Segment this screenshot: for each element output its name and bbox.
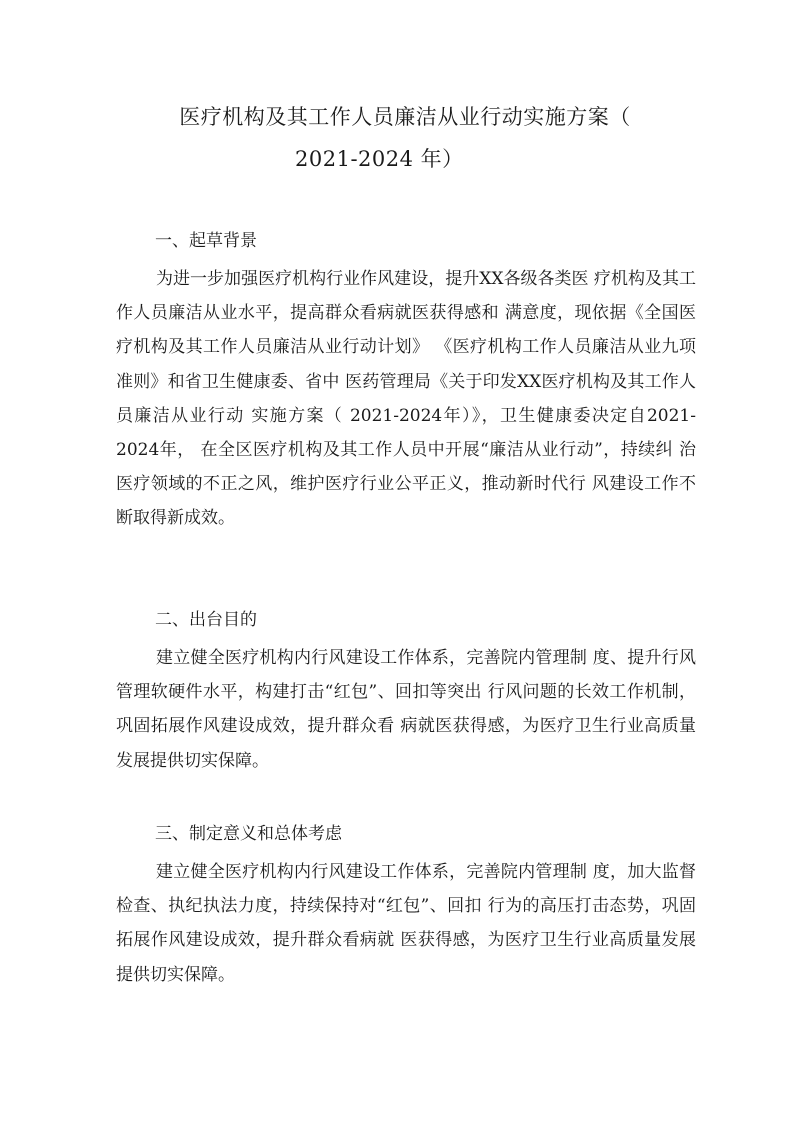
- section-heading-significance: 三、制定意义和总体考虑: [155, 824, 342, 844]
- section-body-purpose: 建立健全医疗机构内行风建设工作体系，完善院内管理制 度、提升行风管理软硬件水平，构建打击“红包”、回扣等突出 行风问题的长效工作机制，巩固拓展作风建设成效，提升群众看 病就医获得感，为医疗卫生行业高质量发展提供切实保障。: [116, 648, 696, 771]
- document-title-line-2: 2021-2024 年）: [295, 147, 464, 171]
- section-heading-purpose: 二、出台目的: [155, 610, 257, 630]
- section-body-significance: 建立健全医疗机构内行风建设工作体系，完善院内管理制 度，加大监督检查、执纪执法力度，持续保持对“红包”、回扣 行为的高压打击态势，巩固拓展作风建设成效，提升群众看病就 医获得感，为医疗卫生行业高质量发展提供切实保障。: [116, 862, 696, 985]
- section-heading-background: 一、起草背景: [155, 231, 257, 251]
- document-title-line-1: 医疗机构及其工作人员廉洁从业行动实施方案（: [179, 105, 631, 129]
- section-body-background: 为进一步加强医疗机构行业作风建设，提升XX各级各类医 疗机构及其工作人员廉洁从业水平，提高群众看病就医获得感和 满意度，现依据《全国医疗机构及其工作人员廉洁从业行动计划》 《医疗机构工作人员廉洁从业九项准则》和省卫生健康委、省中 医药管理局《关于印发XX医疗机构及其工作人员廉洁从业行动 实施方案（ 2021-2024年）》，卫生健康委决定自2021-2024年， 在全区医疗机构及其工作人员中开展“廉洁从业行动”，持续纠 治医疗领域的不正之风，维护医疗行业公平正义，推动新时代行 风建设工作不断取得新成效。: [116, 269, 696, 529]
